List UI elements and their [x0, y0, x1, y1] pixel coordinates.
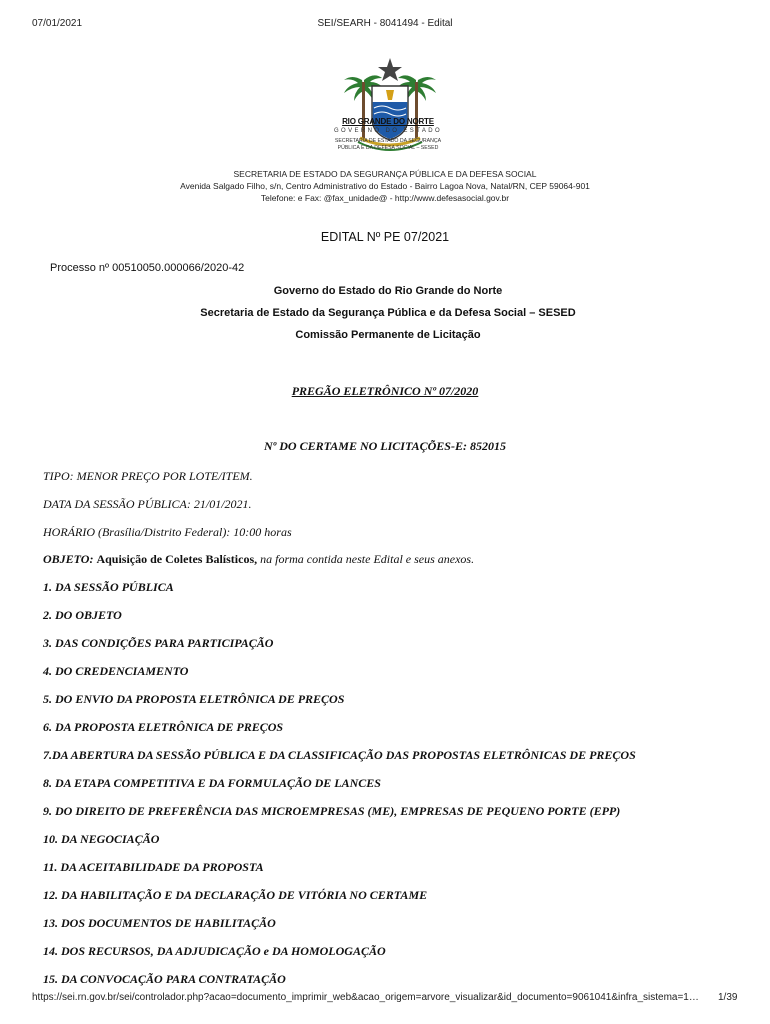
org-line-government: Governo do Estado do Rio Grande do Norte	[273, 285, 503, 297]
section-heading: 1. DA SESSÃO PÚBLICA	[43, 580, 174, 594]
object-value: Aquisição de Coletes Balísticos,	[96, 552, 258, 566]
object-line	[43, 552, 474, 567]
contact-line: Telefone: e Fax: @fax_unidade@ - http://www.defesasocial.gov.br	[260, 193, 510, 203]
section-heading: 12. DA HABILITAÇÃO E DA DECLARAÇÃO DE VITÓRIA NO CERTAME	[43, 888, 428, 902]
section-heading: 2. DO OBJETO	[43, 608, 122, 622]
print-title: SEI/SEARH - 8041494 - Edital	[317, 18, 453, 29]
edital-number: EDITAL Nº PE 07/2021	[320, 230, 450, 244]
session-date-line: DATA DA SESSÃO PÚBLICA: 21/01/2021.	[43, 497, 252, 511]
section-heading: 13. DOS DOCUMENTOS DE HABILITAÇÃO	[43, 916, 276, 930]
address-line: Avenida Salgado Filho, s/n, Centro Administrativo do Estado - Bairro Lagoa Nova, Natal/RN, CEP 59064-901	[180, 181, 590, 191]
object-rest: na forma contida neste Edital e seus anexos.	[260, 552, 475, 566]
pregao-title: PREGÃO ELETRÔNICO Nº 07/2020	[291, 384, 479, 398]
section-heading: 11. DA ACEITABILIDADE DA PROPOSTA	[43, 860, 264, 874]
org-line-commission: Comissão Permanente de Licitação	[295, 329, 481, 341]
state-name: RIO GRANDE DO NORTE	[342, 117, 434, 126]
section-heading: 3. DAS CONDIÇÕES PARA PARTICIPAÇÃO	[43, 636, 274, 650]
page-counter: 1/39	[718, 992, 738, 1003]
tipo-line: TIPO: MENOR PREÇO POR LOTE/ITEM.	[43, 469, 253, 483]
section-heading: 15. DA CONVOCAÇÃO PARA CONTRATAÇÃO	[43, 972, 286, 986]
section-heading: 9. DO DIREITO DE PREFERÊNCIA DAS MICROEMPRESAS (ME), EMPRESAS DE PEQUENO PORTE (EPP)	[43, 804, 621, 818]
section-heading: 5. DO ENVIO DA PROPOSTA ELETRÔNICA DE PREÇOS	[43, 692, 345, 706]
object-label: OBJETO:	[43, 552, 94, 566]
section-heading: 4. DO CREDENCIAMENTO	[43, 664, 189, 678]
section-heading: 7.DA ABERTURA DA SESSÃO PÚBLICA E DA CLASSIFICAÇÃO DAS PROPOSTAS ELETRÔNICAS DE PREÇOS	[43, 748, 636, 762]
section-heading: 14. DOS RECURSOS, DA ADJUDICAÇÃO e DA HOMOLOGAÇÃO	[43, 944, 386, 958]
process-number: Processo nº 00510050.000066/2020-42	[50, 262, 245, 274]
secretariat-line-1: SECRETARIA DE ESTADO DA SEGURANÇA	[334, 138, 442, 144]
section-heading: 10. DA NEGOCIAÇÃO	[43, 832, 160, 846]
section-heading: 6. DA PROPOSTA ELETRÔNICA DE PREÇOS	[43, 720, 284, 734]
secretariat-line-2: PÚBLICA E DA DEFESA SOCIAL – SESED	[337, 145, 439, 151]
section-heading: 8. DA ETAPA COMPETITIVA E DA FORMULAÇÃO DE LANCES	[43, 776, 381, 790]
print-date: 07/01/2021	[32, 18, 83, 29]
government-label: GOVERNO DO ESTADO	[333, 128, 443, 134]
print-url: https://sei.rn.gov.br/sei/controlador.php?acao=documento_imprimir_web&acao_origem=arvore_visualizar&id_documento=9061041&infra_sistema=1…	[32, 992, 699, 1003]
certame-number: Nº DO CERTAME NO LICITAÇÕES-E: 852015	[264, 439, 506, 453]
org-line-secretariat: Secretaria de Estado da Segurança Pública e da Defesa Social – SESED	[200, 307, 576, 319]
session-time-line: HORÁRIO (Brasília/Distrito Federal): 10:00 horas	[43, 525, 292, 539]
secretariat-full-name: SECRETARIA DE ESTADO DA SEGURANÇA PÚBLICA E DA DEFESA SOCIAL	[233, 169, 537, 179]
